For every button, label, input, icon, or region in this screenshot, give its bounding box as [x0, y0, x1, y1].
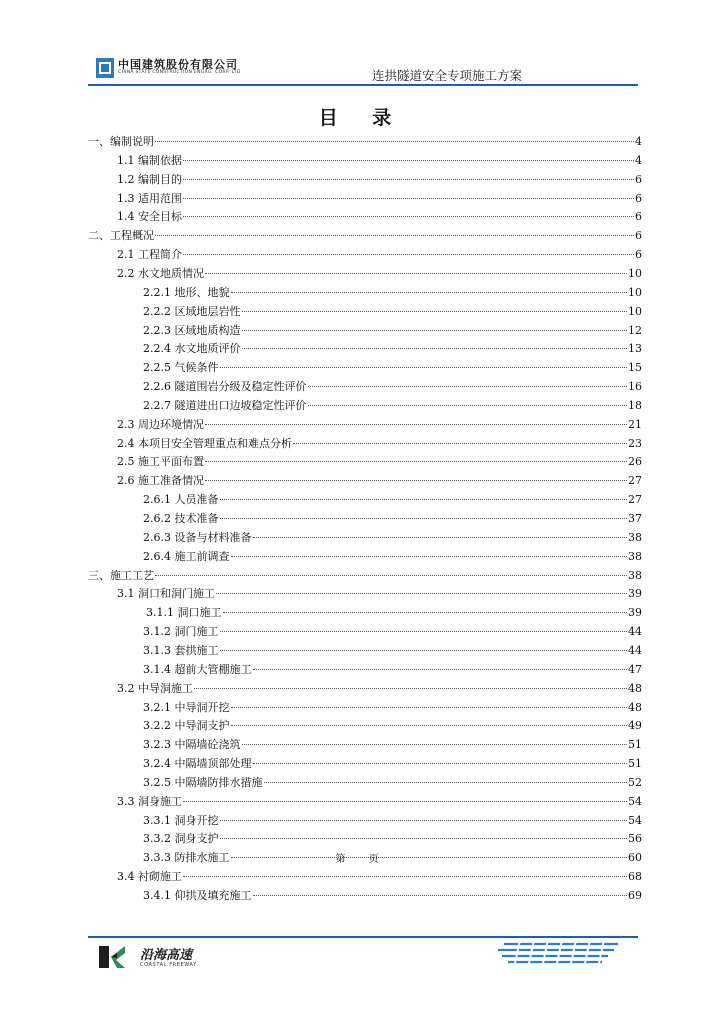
toc-entry-page: 68 — [628, 870, 642, 884]
toc-leader-dots — [231, 556, 628, 557]
toc-entry-page: 47 — [628, 662, 642, 676]
toc-leader-dots — [242, 311, 628, 312]
toc-entry-label: 3.2.5 中隔墙防排水措施 — [143, 775, 263, 789]
toc-leader-dots — [216, 593, 627, 594]
toc-entry-label: 2.6.4 施工前调查 — [143, 549, 230, 563]
toc-leader-dots — [205, 480, 627, 481]
toc-entry[interactable] — [143, 661, 642, 680]
toc-leader-dots — [253, 669, 628, 670]
toc-leader-dots — [293, 443, 627, 444]
toc-entry[interactable] — [117, 190, 642, 209]
toc-entry-page: 10 — [628, 285, 642, 299]
toc-leader-dots — [220, 367, 628, 368]
toc-entry-page: 60 — [628, 851, 642, 865]
toc-entry[interactable] — [143, 623, 642, 642]
toc-entry-label: 1.4 安全目标 — [117, 210, 182, 224]
toc-entry[interactable] — [143, 529, 642, 548]
toc-entry-label: 2.2.7 隧道进出口边坡稳定性评价 — [143, 398, 307, 412]
toc-entry-label: 3.3 洞身施工 — [117, 794, 182, 808]
toc-entry-label: 2.6.3 设备与材料准备 — [143, 530, 252, 544]
toc-entry-label: 3.4 衬砌施工 — [117, 870, 182, 884]
toc-entry-page: 18 — [628, 398, 642, 412]
toc-entry[interactable] — [117, 416, 642, 435]
toc-entry-page: 15 — [628, 361, 642, 375]
toc-entry-page: 6 — [635, 191, 642, 205]
toc-entry-label: 2.2.3 区域地质构造 — [143, 323, 241, 337]
toc-entry-page: 6 — [635, 210, 642, 224]
toc-leader-dots — [231, 707, 628, 708]
footer-wave-graphic-icon — [498, 940, 620, 968]
toc-entry-page: 6 — [635, 229, 642, 243]
footer-divider — [88, 936, 638, 938]
toc-leader-dots — [220, 650, 628, 651]
toc-leader-dots — [253, 537, 628, 538]
toc-leader-dots — [183, 801, 627, 802]
footer-brand-cn: 沿海高速 — [140, 948, 193, 963]
toc-entry-page: 44 — [628, 643, 642, 657]
toc-entry-page: 38 — [628, 549, 642, 563]
toc-leader-dots — [223, 612, 628, 613]
toc-entry[interactable] — [143, 774, 642, 793]
toc-entry[interactable] — [117, 152, 642, 171]
toc-entry-page: 4 — [635, 153, 642, 167]
toc-heading: 目 录 — [318, 107, 406, 129]
toc-entry-page: 52 — [628, 775, 642, 789]
toc-leader-dots — [253, 763, 628, 764]
toc-entry-page: 54 — [628, 813, 642, 827]
toc-entry[interactable] — [143, 736, 642, 755]
toc-leader-dots — [242, 348, 628, 349]
toc-entry-page: 39 — [628, 606, 642, 620]
toc-leader-dots — [205, 461, 627, 462]
toc-entry-page: 38 — [628, 530, 642, 544]
page-number-label: 第 页 — [335, 854, 389, 865]
toc-entry-label: 1.3 适用范围 — [117, 191, 182, 205]
toc-entry-label: 3.1.1 洞口施工 — [146, 606, 222, 620]
toc-leader-dots — [183, 179, 634, 180]
toc-leader-dots — [220, 820, 628, 821]
toc-entry[interactable] — [117, 265, 642, 284]
toc-entry-page: 4 — [635, 135, 642, 148]
toc-entry-page: 49 — [628, 719, 642, 733]
toc-entry-label: 3.4.1 仰拱及填充施工 — [143, 889, 252, 902]
toc-entry-label: 3.2.3 中隔墙砼浇筑 — [143, 738, 241, 752]
toc-leader-dots — [253, 895, 628, 896]
toc-entry[interactable] — [143, 812, 642, 831]
toc-leader-dots — [220, 838, 628, 839]
toc-entry[interactable] — [143, 303, 642, 322]
toc-entry[interactable] — [143, 510, 642, 529]
toc-leader-dots — [220, 631, 628, 632]
toc-entry-label: 3.2.1 中导洞开挖 — [143, 700, 230, 714]
toc-entry-label: 3.2 中导洞施工 — [117, 681, 193, 695]
toc-entry-page: 21 — [628, 417, 642, 431]
toc-entry[interactable] — [143, 284, 642, 303]
toc-entry-label: 3.1.2 洞门施工 — [143, 625, 219, 639]
toc-entry-label: 3.1.3 套拱施工 — [143, 643, 219, 657]
toc-leader-dots — [183, 198, 634, 199]
toc-entry-page: 23 — [628, 436, 642, 450]
toc-entry-label: 2.2.4 水文地质评价 — [143, 342, 241, 356]
toc-entry-label: 2.5 施工平面布置 — [117, 455, 204, 469]
toc-leader-dots — [220, 499, 628, 500]
toc-entry-page: 10 — [628, 304, 642, 318]
toc-entry-page: 37 — [628, 512, 642, 525]
toc-entry-page: 6 — [635, 172, 642, 186]
toc-leader-dots — [155, 235, 634, 236]
toc-entry-label: 三、施工工艺 — [88, 568, 154, 582]
toc-entry-label: 3.3.2 洞身支护 — [143, 832, 219, 846]
toc-entry-page: 10 — [628, 266, 642, 280]
toc-leader-dots — [205, 424, 627, 425]
toc-entry-label: 2.3 周边环境情况 — [117, 417, 204, 431]
toc-entry-label: 3.3.1 洞身开挖 — [143, 813, 219, 827]
toc-entry-label: 1.1 编制依据 — [117, 153, 182, 167]
toc-leader-dots — [242, 744, 628, 745]
toc-leader-dots — [183, 216, 634, 217]
toc-entry-page: 51 — [628, 757, 642, 771]
toc-entry-page: 6 — [635, 248, 642, 262]
toc-entry-label: 二、工程概况 — [88, 229, 154, 243]
toc-entry[interactable] — [117, 453, 642, 472]
toc-entry-page: 69 — [628, 889, 642, 902]
toc-entry-page: 16 — [628, 380, 642, 394]
toc-leader-dots — [242, 330, 628, 331]
toc-entry-page: 12 — [628, 323, 642, 337]
toc-entry-page: 44 — [628, 625, 642, 639]
toc-leader-dots — [183, 160, 634, 161]
toc-leader-dots — [308, 386, 628, 387]
footer-brand-en: COASTAL FREEWAY — [140, 962, 197, 968]
coastal-freeway-logo-icon — [97, 944, 127, 970]
toc-entry-label: 2.6 施工准备情况 — [117, 474, 204, 488]
toc-leader-dots — [231, 725, 628, 726]
toc-entry-page: 51 — [628, 738, 642, 752]
toc-entry[interactable] — [146, 604, 642, 623]
toc-entry-page: 27 — [628, 474, 642, 488]
toc-entry-page: 54 — [628, 794, 642, 808]
toc-entry-label: 2.2 水文地质情况 — [117, 266, 204, 280]
toc-entry[interactable] — [88, 227, 642, 246]
toc-leader-dots — [308, 405, 628, 406]
toc-entry[interactable] — [88, 133, 642, 152]
toc-entry-label: 2.6.1 人员准备 — [143, 493, 219, 507]
toc-entry-label: 3.1 洞口和洞门施工 — [117, 587, 215, 601]
toc-entry-label: 2.2.5 气候条件 — [143, 361, 219, 375]
toc-entry[interactable] — [117, 246, 642, 265]
toc-entry[interactable] — [143, 322, 642, 341]
toc-entry[interactable] — [143, 717, 642, 736]
toc-entry-label: 1.2 编制目的 — [117, 172, 182, 186]
toc-entry[interactable] — [143, 642, 642, 661]
toc-entry-label: 一、编制说明 — [88, 135, 154, 148]
toc-entry-label: 3.2.2 中导洞支护 — [143, 719, 230, 733]
toc-entry[interactable] — [117, 585, 642, 604]
header-divider — [88, 84, 638, 86]
toc-leader-dots — [205, 273, 627, 274]
toc-entry-page: 38 — [628, 568, 642, 582]
company-logo-icon — [96, 58, 114, 78]
toc-entry[interactable] — [143, 699, 642, 718]
toc-entry[interactable] — [143, 755, 642, 774]
toc-entry[interactable] — [143, 340, 642, 359]
toc-entry[interactable] — [117, 435, 642, 454]
toc-entry-label: 2.4 本项目安全管理重点和难点分析 — [117, 436, 292, 450]
toc-entry-page: 48 — [628, 681, 642, 695]
document-title: 连拱隧道安全专项施工方案 — [372, 68, 523, 83]
toc-entry-label: 2.1 工程简介 — [117, 248, 182, 262]
toc-entry-label: 2.2.2 区域地层岩性 — [143, 304, 241, 318]
company-name-en: CHINA STATE CONSTRUCTION ENGRG. CORP. LTD — [118, 70, 241, 75]
toc-leader-dots — [183, 254, 634, 255]
toc-leader-dots — [155, 141, 634, 142]
toc-entry-label: 3.2.4 中隔墙顶部处理 — [143, 757, 252, 771]
toc-leader-dots — [183, 876, 627, 877]
toc-entry-page: 26 — [628, 455, 642, 469]
toc-entry-page: 27 — [628, 493, 642, 507]
toc-entry[interactable] — [143, 491, 642, 510]
toc-entry-label: 2.6.2 技术准备 — [143, 512, 219, 525]
toc-entry-page: 56 — [628, 832, 642, 846]
toc-entry-page: 39 — [628, 587, 642, 601]
toc-entry[interactable] — [117, 793, 642, 812]
toc-entry[interactable] — [143, 359, 642, 378]
toc-entry[interactable] — [117, 680, 642, 699]
toc-entry-label: 2.2.6 隧道围岩分级及稳定性评价 — [143, 380, 307, 394]
toc-entry-label: 3.3.3 防排水施工 — [143, 851, 230, 865]
toc-entry[interactable] — [117, 171, 642, 190]
toc-entry[interactable] — [143, 548, 642, 567]
toc-entry[interactable] — [117, 868, 642, 887]
toc-entry-page: 13 — [628, 342, 642, 356]
toc-entry[interactable] — [143, 887, 642, 906]
toc-leader-dots — [194, 688, 627, 689]
toc-entry[interactable] — [143, 830, 642, 849]
toc-entry[interactable] — [117, 208, 642, 227]
toc-entry[interactable] — [117, 472, 642, 491]
toc-leader-dots — [220, 518, 628, 519]
toc-leader-dots — [264, 782, 628, 783]
toc-entry-label: 3.1.4 超前大管棚施工 — [143, 662, 252, 676]
company-name-cn: 中国建筑股份有限公司 — [118, 58, 238, 71]
toc-entry[interactable] — [88, 567, 642, 586]
toc-leader-dots — [155, 575, 627, 576]
toc-entry[interactable] — [143, 397, 642, 416]
toc-entry-label: 2.2.1 地形、地貌 — [143, 285, 230, 299]
toc-leader-dots — [231, 292, 628, 293]
toc-entry[interactable] — [143, 378, 642, 397]
toc-entry-page: 48 — [628, 700, 642, 714]
